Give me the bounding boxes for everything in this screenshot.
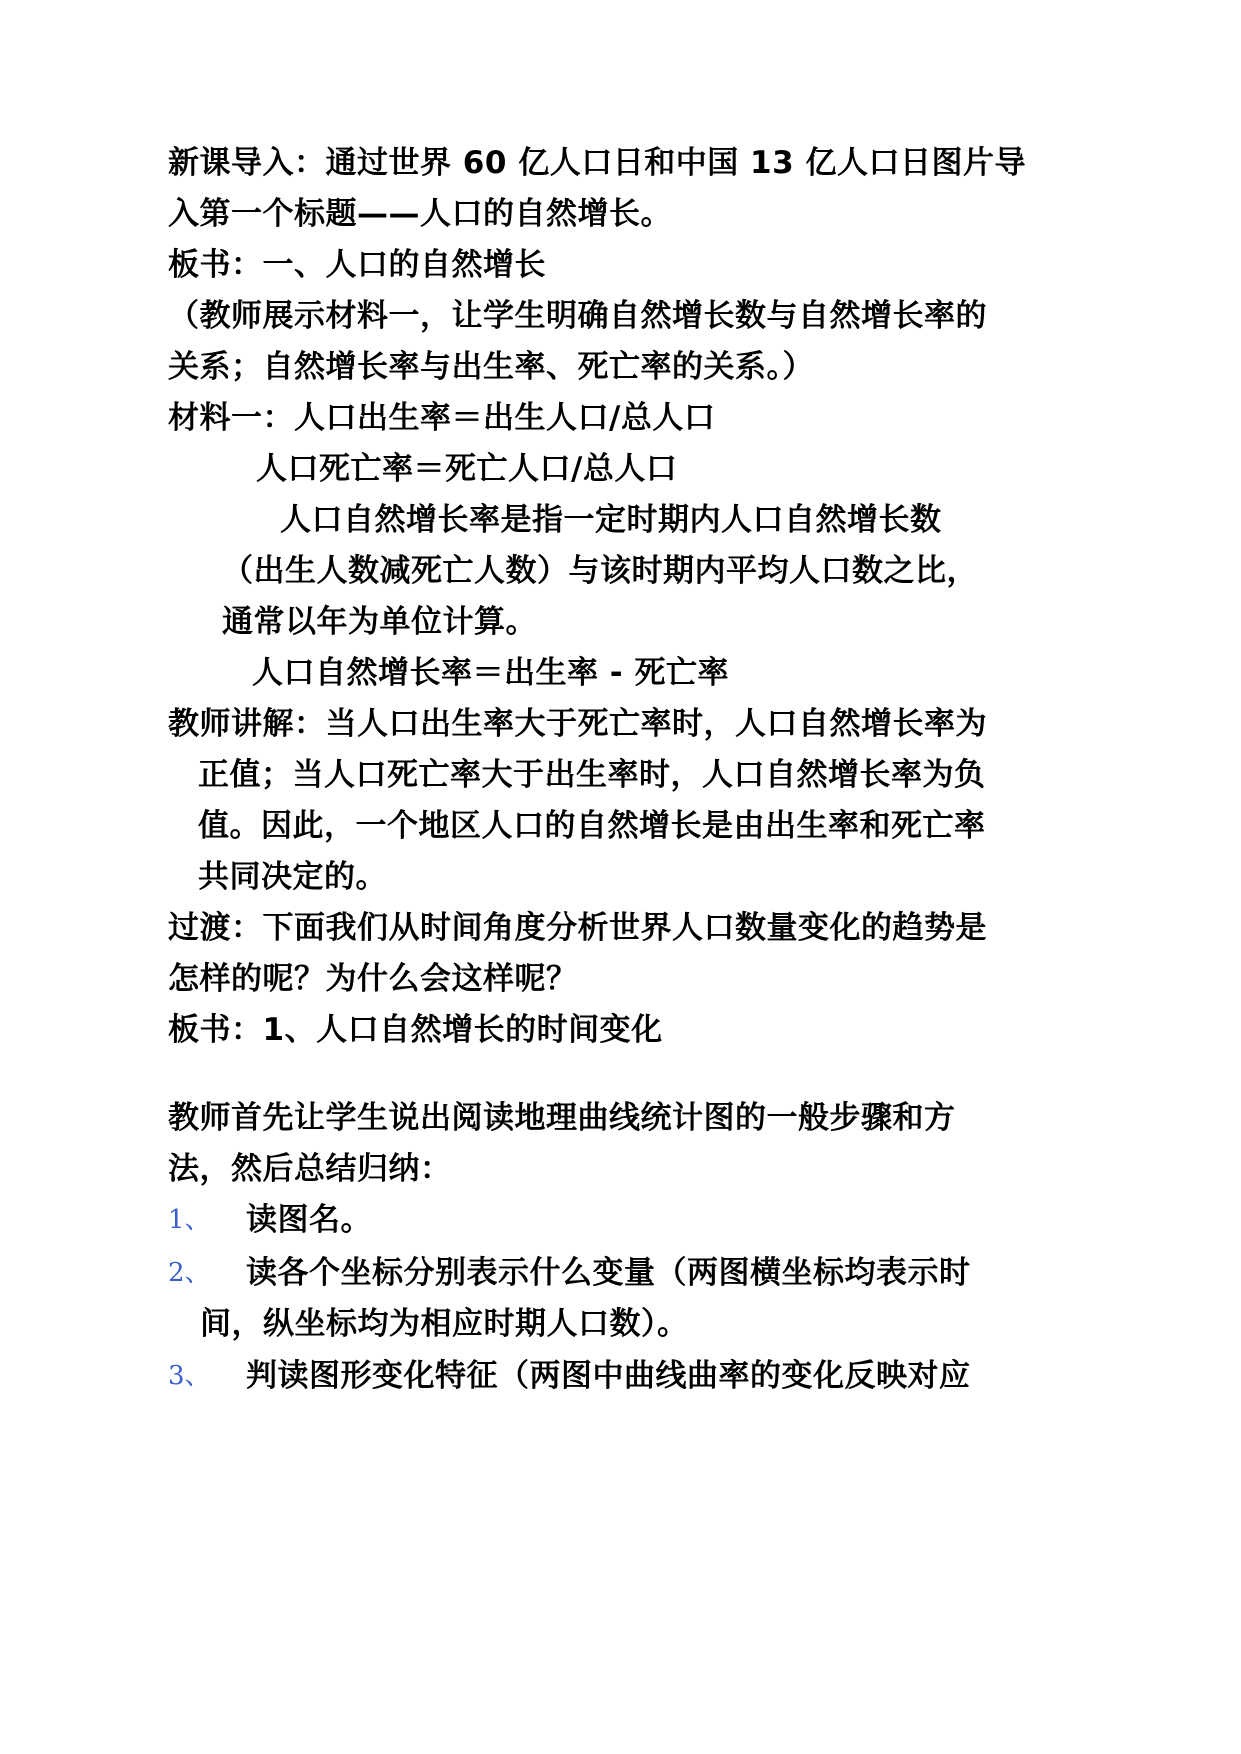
explain-line-2: 正值；当人口死亡率大于出生率时，人口自然增长率为负 xyxy=(198,757,986,793)
material-death-rate: 人口死亡率＝死亡人口/总人口 xyxy=(256,451,678,487)
material-definition-line-3: 通常以年为单位计算。 xyxy=(222,604,537,640)
note-line-1: （教师展示材料一，让学生明确自然增长数与自然增长率的 xyxy=(168,298,987,334)
board-heading-2: 板书：1、人口自然增长的时间变化 xyxy=(168,1012,663,1048)
note-line-2: 关系；自然增长率与出生率、死亡率的关系。） xyxy=(168,349,814,385)
step-2-number: 2、 xyxy=(168,1258,211,1288)
step-1-text: 读图名。 xyxy=(246,1202,372,1238)
material-definition-line-1: 人口自然增长率是指一定时期内人口自然增长数 xyxy=(280,502,942,538)
intro-line-1: 新课导入：通过世界 60 亿人口日和中国 13 亿人口日图片导 xyxy=(168,145,1026,181)
transition-line-1: 过渡：下面我们从时间角度分析世界人口数量变化的趋势是 xyxy=(168,910,987,946)
board-heading-1: 板书：一、人口的自然增长 xyxy=(168,247,546,283)
material-birth-rate: 材料一：人口出生率＝出生人口/总人口 xyxy=(168,400,716,436)
step-2-continuation: 间，纵坐标均为相应时期人口数）。 xyxy=(200,1306,689,1342)
step-3-text: 判读图形变化特征（两图中曲线曲率的变化反映对应 xyxy=(246,1358,971,1394)
explain-line-4: 共同决定的。 xyxy=(198,859,387,895)
explain-line-1: 教师讲解：当人口出生率大于死亡率时，人口自然增长率为 xyxy=(168,706,987,742)
transition-line-2: 怎样的呢？为什么会这样呢？ xyxy=(168,961,578,997)
method-line-1: 教师首先让学生说出阅读地理曲线统计图的一般步骤和方 xyxy=(168,1100,956,1136)
step-2-text: 读各个坐标分别表示什么变量（两图横坐标均表示时 xyxy=(246,1255,971,1291)
method-line-2: 法，然后总结归纳： xyxy=(168,1151,452,1187)
intro-line-2: 入第一个标题——人口的自然增长。 xyxy=(168,196,672,232)
explain-line-3: 值。因此，一个地区人口的自然增长是由出生率和死亡率 xyxy=(198,808,986,844)
material-definition-line-2: （出生人数减死亡人数）与该时期内平均人口数之比， xyxy=(222,553,978,589)
step-3-number: 3、 xyxy=(168,1361,211,1391)
material-formula: 人口自然增长率＝出生率 - 死亡率 xyxy=(252,655,729,691)
step-1-number: 1、 xyxy=(168,1205,211,1235)
